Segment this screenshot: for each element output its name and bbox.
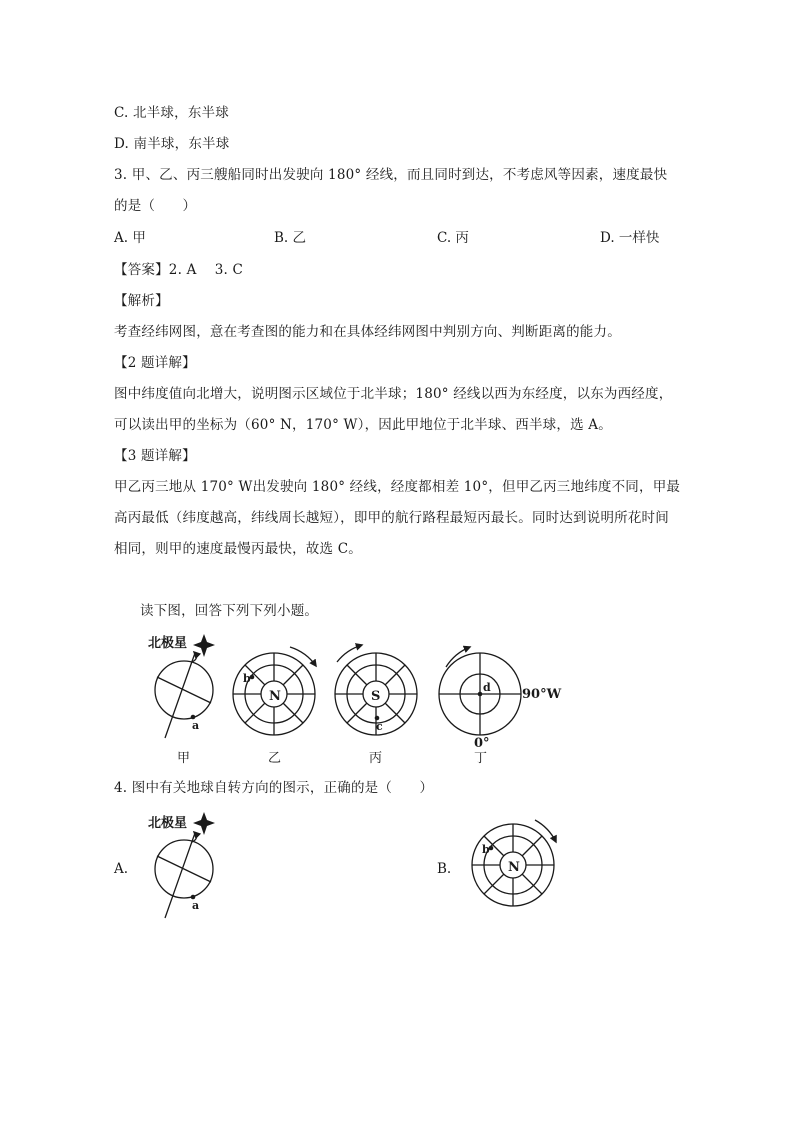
option-d-q2: D. 南半球，东半球 bbox=[114, 136, 230, 152]
q4-option-b-diagram bbox=[472, 820, 556, 906]
q2-detail-line2: 可以读出甲的坐标为（60° N，170° W），因此甲地位于北半球、西半球，选 A。 bbox=[114, 417, 612, 433]
q4-option-b-label: B. bbox=[437, 861, 452, 877]
question-4: 4. 图中有关地球自转方向的图示，正确的是（ ） bbox=[114, 780, 434, 796]
polaris-star-icon bbox=[193, 812, 215, 835]
caption-yi: 乙 bbox=[268, 751, 282, 766]
analysis-heading: 【解析】 bbox=[114, 293, 169, 309]
diagram-ding bbox=[439, 647, 562, 751]
rotation-arrow-icon bbox=[337, 645, 362, 662]
north-pole-label: N bbox=[269, 689, 281, 704]
q3-option-b: B. 乙 bbox=[274, 230, 307, 246]
point-a-label: a bbox=[192, 899, 200, 912]
point-d-label: d bbox=[483, 681, 491, 694]
polaris-label: 北极星 bbox=[148, 636, 188, 651]
point-b-label: b bbox=[482, 843, 490, 856]
q2-detail-line1: 图中纬度值向北增大，说明图示区域位于北半球；180° 经线以西为东经度，以东为西经度， bbox=[114, 386, 673, 402]
answer-line: 【答案】2. A 3. C bbox=[114, 262, 244, 278]
rotation-arrow-icon bbox=[446, 647, 470, 667]
q2-detail-heading: 【2 题详解】 bbox=[114, 355, 196, 371]
polaris-label: 北极星 bbox=[148, 816, 188, 831]
q3-detail-line1: 甲乙丙三地从 170° W出发驶向 180° 经线，经度都相差 10°，但甲乙丙三地纬度不同，甲最 bbox=[114, 479, 681, 495]
longitude-90w-label: 90°W bbox=[522, 687, 562, 702]
caption-bing: 丙 bbox=[369, 751, 383, 766]
point-b-label: b bbox=[243, 672, 251, 685]
south-pole-label: S bbox=[371, 689, 381, 704]
point-c-label: c bbox=[376, 720, 383, 733]
read-figure-prompt: 读下图，回答下列下列小题。 bbox=[140, 603, 319, 619]
q3-detail-heading: 【3 题详解】 bbox=[114, 448, 196, 464]
q4-option-a-diagram bbox=[148, 812, 215, 918]
rotation-arrow-icon bbox=[535, 820, 556, 842]
diagram-bing bbox=[335, 645, 417, 735]
caption-jia: 甲 bbox=[177, 751, 191, 766]
q4-option-a-label: A. bbox=[114, 861, 129, 877]
rotation-arrow-icon bbox=[290, 647, 316, 666]
north-pole-label: N bbox=[508, 860, 520, 875]
analysis-text: 考查经纬网图，意在考查图的能力和在具体经纬网图中判别方向、判断距离的能力。 bbox=[114, 324, 621, 340]
diagram-jia bbox=[148, 634, 215, 738]
q3-option-c: C. 丙 bbox=[437, 230, 469, 246]
question-3-line2: 的是（ ） bbox=[114, 198, 197, 214]
longitude-0-label: 0° bbox=[474, 736, 490, 751]
q3-option-a: A. 甲 bbox=[114, 230, 146, 246]
point-d-dot bbox=[478, 692, 483, 697]
q3-detail-line2: 高丙最低（纬度越高，纬线周长越短），即甲的航行路程最短丙最长。同时达到说明所花时间 bbox=[114, 510, 669, 526]
option-c-q2: C. 北半球，东半球 bbox=[114, 105, 229, 121]
question-3-line1: 3. 甲、乙、丙三艘船同时出发驶向 180° 经线，而且同时到达，不考虑风等因素，速度最快 bbox=[114, 167, 668, 183]
point-a-label: a bbox=[192, 719, 200, 732]
q3-option-d: D. 一样快 bbox=[600, 230, 660, 246]
caption-ding: 丁 bbox=[474, 751, 488, 766]
diagram-yi bbox=[233, 647, 316, 735]
q3-detail-line3: 相同，则甲的速度最慢丙最快，故选 C。 bbox=[114, 541, 362, 557]
polaris-star-icon bbox=[193, 634, 215, 657]
